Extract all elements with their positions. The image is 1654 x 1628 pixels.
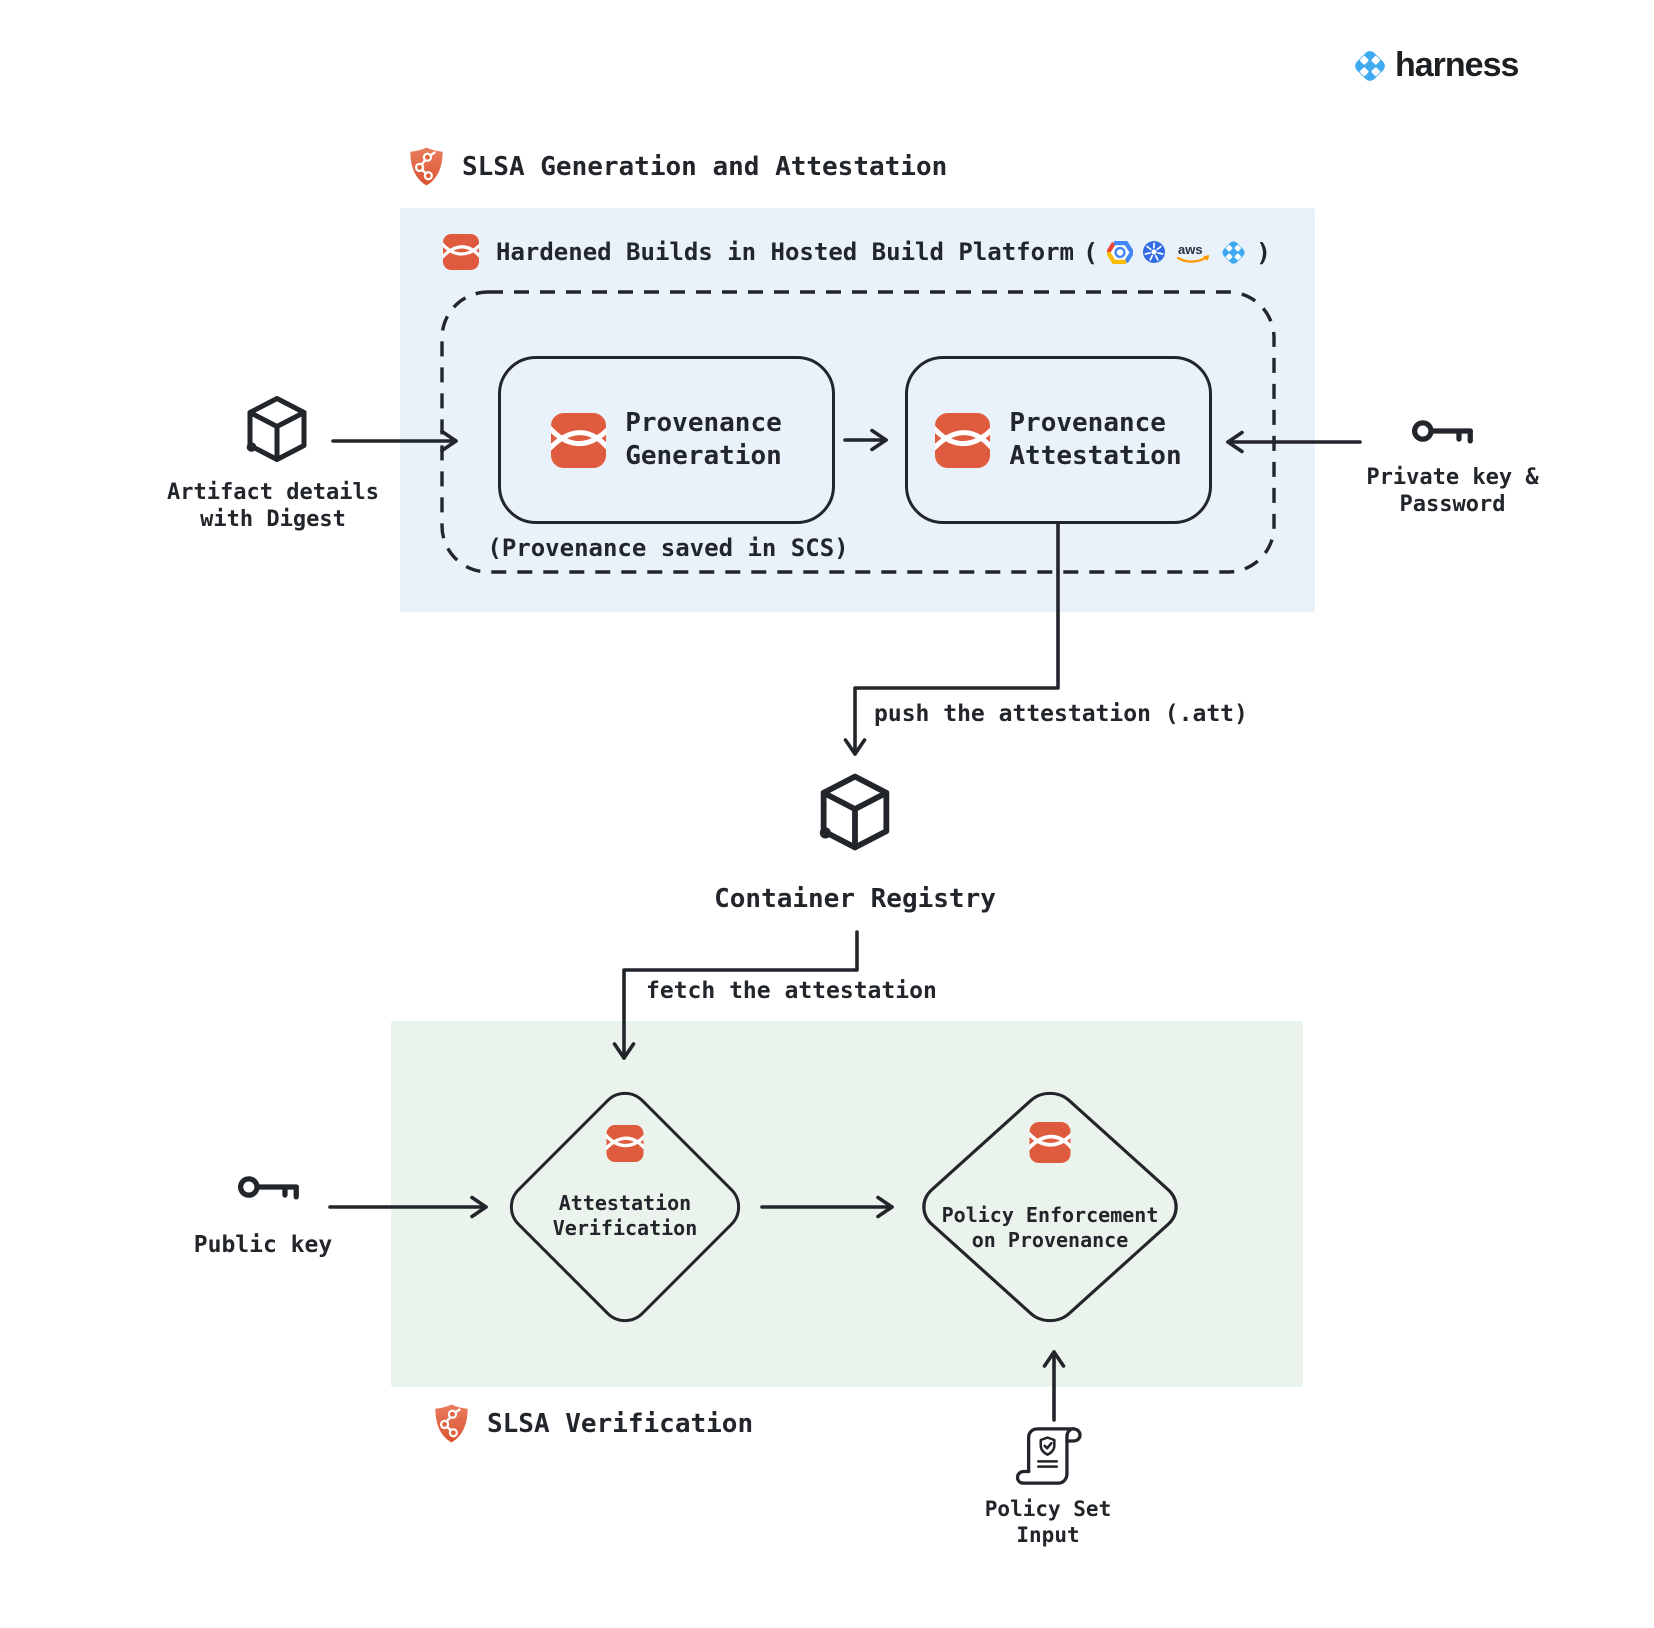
slsa-shield-icon	[408, 145, 445, 188]
label-line: Policy Set	[984, 1497, 1112, 1521]
slsa-generation-title-label: SLSA Generation and Attestation	[462, 151, 948, 182]
label-line: with Digest	[200, 507, 346, 532]
policy-set-label	[948, 1496, 1148, 1548]
harness-icon	[1220, 239, 1247, 266]
harness-module-icon	[1030, 1122, 1071, 1163]
label-line: Verification	[552, 1216, 698, 1240]
harness-module-icon	[443, 234, 479, 270]
private-key-icon	[1412, 414, 1474, 448]
public-key-label: Public key	[193, 1232, 333, 1258]
paren-open: (	[1082, 237, 1099, 267]
private-key-label	[1330, 464, 1575, 518]
label-line: Private key &	[1366, 465, 1539, 490]
slsa-verification-title-label: SLSA Verification	[487, 1408, 754, 1439]
aws-icon	[1175, 240, 1211, 265]
harness-module-icon	[935, 413, 990, 468]
gcp-icon	[1107, 241, 1133, 264]
harness-logo	[1352, 46, 1518, 85]
public-key-icon	[238, 1170, 300, 1204]
aws-label: aws	[1178, 241, 1203, 257]
label-line: Input	[1016, 1523, 1080, 1547]
slsa-generation-title	[408, 145, 947, 188]
label-line: Attestation	[1009, 441, 1182, 471]
harness-logo-text: harness	[1395, 46, 1519, 84]
label-line: Provenance	[1009, 408, 1166, 438]
scs-note: (Provenance saved in SCS)	[487, 534, 849, 562]
attestation-verification-label	[499, 1191, 751, 1241]
label-line: Policy Enforcement	[941, 1203, 1159, 1227]
paren-close: )	[1256, 237, 1272, 267]
slsa-verification-title	[433, 1402, 753, 1445]
kubernetes-icon	[1142, 240, 1166, 264]
platform-header	[443, 234, 1271, 270]
provenance-generation-label	[625, 407, 782, 473]
harness-module-icon	[607, 1125, 644, 1162]
fetch-attestation-label: fetch the attestation	[646, 978, 937, 1004]
provenance-attestation-label	[1009, 407, 1181, 473]
label-line: Provenance	[625, 408, 782, 438]
label-line: on Provenance	[971, 1228, 1129, 1252]
harness-logo-icon	[1352, 48, 1388, 84]
artifact-cube-icon	[246, 395, 308, 463]
policy-set-scroll-icon	[1012, 1424, 1086, 1488]
label-line: Generation	[625, 441, 782, 471]
policy-enforcement-label	[910, 1203, 1190, 1253]
slsa-shield-icon	[433, 1402, 470, 1445]
policy-enforcement-diamond	[910, 1081, 1190, 1333]
platform-header-title: Hardened Builds in Hosted Build Platform	[496, 238, 1074, 266]
attestation-verification-diamond	[499, 1081, 751, 1333]
label-line: Password	[1399, 492, 1506, 517]
provenance-attestation-box	[905, 356, 1212, 524]
container-registry-label: Container Registry	[714, 884, 996, 914]
harness-module-icon	[551, 413, 606, 468]
label-line: Artifact details	[167, 480, 379, 505]
container-registry-cube-icon	[819, 772, 891, 852]
label-line: Attestation	[558, 1191, 692, 1215]
artifact-label	[120, 479, 426, 533]
provenance-generation-box	[498, 356, 835, 524]
push-attestation-label: push the attestation (.att)	[874, 701, 1248, 727]
